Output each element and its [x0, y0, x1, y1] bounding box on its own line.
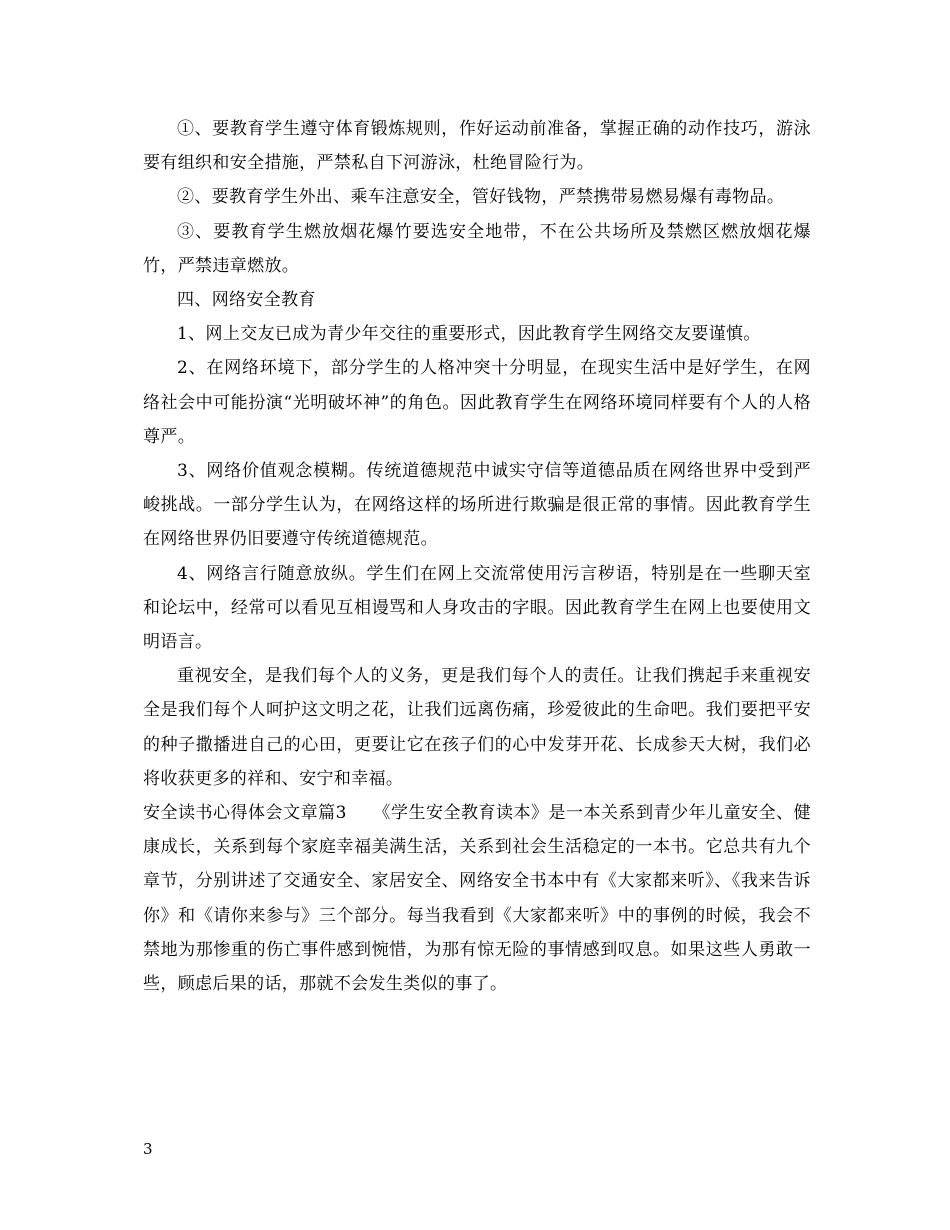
paragraph-item-network-4: 4、网络言行随意放纵。学生们在网上交流常使用污言秽语，特别是在一些聊天室和论坛中，经常可以看见互相谩骂和人身攻击的字眼。因此教育学生在网上也要使用文明语言。 [143, 563, 811, 653]
paragraph-item-1: ①、要教育学生遵守体育锻炼规则，作好运动前准备，掌握正确的动作技巧，游泳要有组织和安全措施，严禁私自下河游泳，杜绝冒险行为。 [143, 119, 811, 174]
page-number: 3 [143, 1140, 153, 1158]
paragraph-item-3: ③、要教育学生燃放烟花爆竹要选安全地带，不在公共场所及禁燃区燃放烟花爆竹，严禁违章燃放。 [143, 221, 811, 276]
section-heading: 四、网络安全教育 [177, 290, 316, 311]
paragraph-item-network-2: 2、在网络环境下，部分学生的人格冲突十分明显，在现实生活中是好学生，在网络社会中可能扮演“光明破坏神”的角色。因此教育学生在网络环境同样要有个人的人格尊严。 [143, 358, 811, 447]
paragraph-conclusion: 重视安全，是我们每个人的义务，更是我们每个人的责任。让我们携起手来重视安全是我们每个人呵护这文明之花，让我们远离伤痛，珍爱彼此的生命吧。我们要把平安的种子撒播进自己的心田，更要让它在孩子们的心中发芽开花、长成参天大树，我们必将收获更多的祥和、安宁和幸福。 [143, 666, 811, 789]
paragraph-item-network-1: 1、网上交友已成为青少年交往的重要形式，因此教育学生网络交友要谨慎。 [177, 324, 761, 345]
paragraph-article-3: 安全读书心得体会文章篇3 《学生安全教育读本》是一本关系到青少年儿童安全、健康成长，关系到每个家庭幸福美满生活，关系到社会生活稳定的一本书。它总共有九个章节，分别讲述了交通安全、家居安全、网络安全书本中有《大家都来听》、《我来告诉你》和《请你来参与》三个部分。每当我看到《大家都来听》中的事例的时候，我会不禁地为那惨重的伤亡事件感到惋惜，为那有惊无险的事情感到叹息。如果这些人勇敢一些，顾虑后果的话，那就不会发生类似的事了。 [143, 803, 811, 995]
document-body [143, 112, 811, 1001]
paragraph-item-2: ②、要教育学生外出、乘车注意安全，管好钱物，严禁携带易燃易爆有毒物品。 [177, 187, 785, 208]
paragraph-item-network-3: 3、网络价值观念模糊。传统道德规范中诚实守信等道德品质在网络世界中受到严峻挑战。一部分学生认为，在网络这样的场所进行欺骗是很正常的事情。因此教育学生在网络世界仍旧要遵守传统道德规范。 [143, 461, 811, 550]
